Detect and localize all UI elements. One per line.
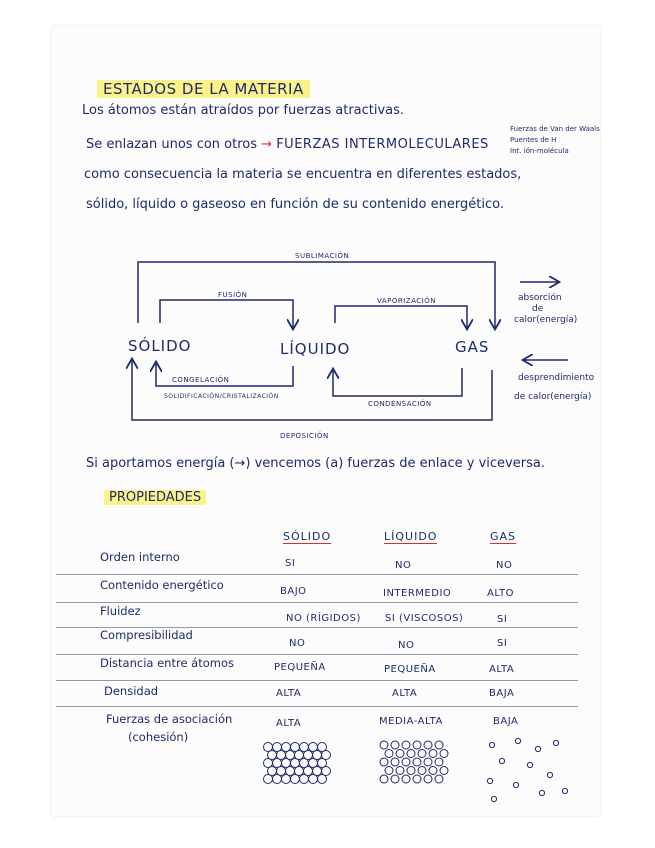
cell-contenido-liquido: INTERMEDIO: [383, 588, 452, 599]
particle-circle: [318, 775, 327, 784]
particle-circle: [539, 790, 544, 795]
solid-particles: [264, 743, 331, 784]
properties-title: PROPIEDADES: [104, 490, 206, 505]
cell-fuerzas-liquido: MEDIA-ALTA: [379, 716, 443, 727]
particle-circle: [380, 775, 388, 783]
cell-contenido-solido: BAJO: [280, 586, 307, 597]
particle-circle: [291, 775, 300, 784]
intro-line-2: [86, 137, 489, 152]
row-label-orden: Orden interno: [100, 550, 180, 564]
particle-circle: [396, 767, 404, 775]
cell-fluidez-solido: NO (RÍGIDOS): [286, 613, 361, 624]
particle-circle: [424, 775, 432, 783]
particle-circle: [413, 758, 421, 766]
gas-particles: [487, 738, 567, 801]
table-divider: [56, 680, 578, 681]
particle-circle: [391, 741, 399, 749]
row-label-contenido: Contenido energético: [100, 578, 224, 592]
particle-circle: [396, 750, 404, 758]
column-head-gas: GAS: [490, 530, 517, 543]
row-label-distancia: Distancia entre átomos: [100, 656, 235, 670]
state-liquido: LÍQUIDO: [280, 340, 351, 358]
label-fusion: FUSIÓN: [218, 291, 248, 299]
cell-distancia-gas: ALTA: [489, 664, 515, 675]
particle-circle: [264, 775, 273, 784]
particle-circle: [407, 750, 415, 758]
absorption-label-2: de: [532, 304, 544, 314]
cell-distancia-solido: PEQUEÑA: [274, 662, 326, 673]
row-label-fluidez: Fluidez: [100, 604, 141, 618]
particle-circle: [391, 775, 399, 783]
particle-circle: [273, 775, 282, 784]
particle-circle: [402, 758, 410, 766]
deposition-arrow: [132, 360, 492, 420]
state-gas: GAS: [455, 338, 490, 356]
label-congelacion: CONGELACIÓN: [172, 376, 230, 384]
particle-circle: [553, 740, 558, 745]
absorption-label-3: calor(energía): [514, 315, 578, 325]
particle-circle: [418, 767, 426, 775]
state-solido: SÓLIDO: [128, 337, 192, 355]
red-arrow-icon: →: [261, 137, 273, 152]
row-label-cohesion: (cohesión): [128, 730, 189, 744]
particle-circle: [435, 758, 443, 766]
particle-circle: [385, 750, 393, 758]
table-divider: [56, 654, 578, 655]
note-van-der-waals: Fuerzas de Van der Waals: [510, 125, 600, 133]
note-ion-molecula: Int. ión-molécula: [510, 147, 569, 155]
particle-circle: [402, 741, 410, 749]
vaporization-arrow: [335, 306, 467, 328]
particle-circle: [435, 741, 443, 749]
particle-circle: [429, 767, 437, 775]
particle-circle: [562, 788, 567, 793]
row-label-compresibilidad: Compresibilidad: [100, 628, 193, 642]
intermolecular-forces-label: FUERZAS INTERMOLECULARES: [276, 137, 489, 152]
column-head-liquido: LÍQUIDO: [384, 530, 438, 543]
particle-circle: [413, 741, 421, 749]
page-title: ESTADOS DE LA MATERIA: [97, 80, 310, 98]
intro-line-1: Los átomos están atraídos por fuerzas atractivas.: [82, 103, 405, 118]
particle-circle: [402, 775, 410, 783]
particle-circle: [535, 746, 540, 751]
fusion-arrow: [160, 300, 293, 328]
particle-circle: [413, 775, 421, 783]
particle-circle: [309, 775, 318, 784]
cell-orden-solido: SI: [285, 558, 296, 569]
intro-line-3: como consecuencia la materia se encuentra en diferentes estados,: [84, 167, 522, 182]
particle-circle: [407, 767, 415, 775]
particle-circle: [491, 796, 496, 801]
row-label-fuerzas: Fuerzas de asociación: [106, 712, 233, 726]
table-divider: [56, 574, 578, 575]
label-solidificacion: SOLIDIFICACIÓN/CRISTALIZACIÓN: [164, 393, 279, 400]
particle-circle: [489, 742, 494, 747]
table-divider: [56, 706, 578, 707]
table-divider: [56, 602, 578, 603]
state-change-diagram: [110, 248, 600, 448]
label-vaporizacion: VAPORIZACIÓN: [377, 297, 436, 305]
particle-circle: [429, 750, 437, 758]
conclusion-line: Si aportamos energía (→) vencemos (a) fuerzas de enlace y viceversa.: [86, 456, 545, 471]
cell-contenido-gas: ALTO: [487, 588, 515, 599]
cell-orden-gas: NO: [496, 560, 513, 571]
cell-fuerzas-solido: ALTA: [276, 718, 302, 729]
liquid-particles: [380, 741, 448, 783]
release-label-2: de calor(energía): [514, 392, 592, 402]
cell-fuerzas-gas: BAJA: [493, 716, 519, 727]
cell-compresibilidad-liquido: NO: [398, 640, 415, 651]
cell-densidad-liquido: ALTA: [392, 688, 418, 699]
intro-line-2-text: Se enlazan unos con otros: [86, 137, 258, 152]
label-deposicion: DEPOSICIÓN: [280, 432, 329, 440]
particle-circle: [499, 758, 504, 763]
particle-circle: [424, 741, 432, 749]
column-head-solido: SÓLIDO: [283, 530, 332, 543]
particle-circle: [513, 782, 518, 787]
label-sublimacion: SUBLIMACIÓN: [295, 252, 350, 260]
particle-circle: [440, 750, 448, 758]
cell-densidad-gas: BAJA: [489, 688, 515, 699]
particle-circle: [300, 775, 309, 784]
particle-circle: [435, 775, 443, 783]
cell-fluidez-liquido: SI (VISCOSOS): [385, 613, 464, 624]
particle-circle: [380, 758, 388, 766]
particle-circle: [487, 778, 492, 783]
particle-circle: [515, 738, 520, 743]
particle-circle: [547, 772, 552, 777]
release-label-1: desprendimiento: [518, 373, 595, 383]
cell-compresibilidad-gas: SI: [497, 638, 508, 649]
particle-circle: [440, 767, 448, 775]
cell-distancia-liquido: PEQUEÑA: [384, 664, 436, 675]
cell-fluidez-gas: SI: [497, 614, 508, 625]
intro-line-4: sólido, líquido o gaseoso en función de su contenido energético.: [86, 197, 504, 212]
particle-circle: [424, 758, 432, 766]
particle-circle: [527, 762, 532, 767]
particle-circle: [418, 750, 426, 758]
particle-circle: [391, 758, 399, 766]
particle-circle: [380, 741, 388, 749]
condensation-arrow: [333, 368, 462, 396]
note-puentes-h: Puentes de H: [510, 136, 557, 144]
particle-circle: [385, 767, 393, 775]
cell-compresibilidad-solido: NO: [289, 638, 306, 649]
cell-orden-liquido: NO: [395, 560, 412, 571]
cell-densidad-solido: ALTA: [276, 688, 302, 699]
particle-drawings: [250, 735, 580, 810]
row-label-densidad: Densidad: [104, 684, 159, 698]
label-condensacion: CONDENSACIÓN: [368, 400, 432, 408]
sublimation-arrow: [138, 262, 495, 328]
force-types-note: [510, 124, 600, 157]
particle-circle: [282, 775, 291, 784]
absorption-label-1: absorción: [518, 293, 562, 303]
